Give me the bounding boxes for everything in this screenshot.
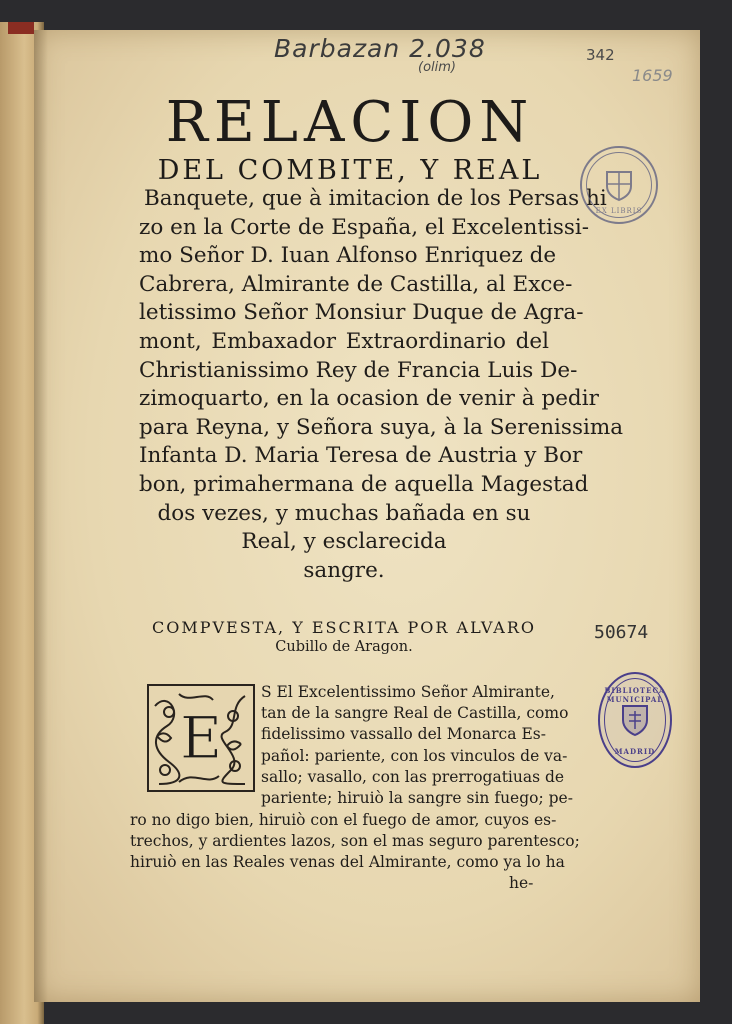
paragraph-line: S El Excelentissimo Señor Almirante,	[261, 683, 555, 701]
title-line: Real, y esclarecida	[241, 529, 447, 555]
manuscript-shelfmark: Barbazan 2.038	[274, 34, 486, 63]
page-gutter-shadow	[34, 30, 48, 1002]
paragraph-line: sallo; vasallo, con las prerrogatiuas de	[261, 767, 565, 786]
title-line: zimoquarto, en la ocasion de venir à pedir	[139, 386, 599, 412]
paragraph-opening	[261, 682, 573, 809]
paragraph-line: pariente; hiruiò la sangre sin fuego; pe-	[261, 789, 573, 808]
paragraph-line: tan de la sangre Real de Castilla, como	[261, 704, 569, 723]
initial-letter: E	[179, 704, 223, 772]
floral-ornament-icon	[149, 686, 253, 790]
author-name: Cubillo de Aragon.	[275, 639, 413, 655]
stamp-label-top: BIBLIOTECA MUNICIPAL	[604, 686, 666, 704]
decorated-initial	[147, 684, 255, 792]
title-line: mont, Embaxador Extraordinario del	[139, 328, 549, 354]
manuscript-year-note: 1659	[632, 66, 673, 85]
ex-libris-stamp	[580, 146, 658, 224]
folio-number: 342	[586, 46, 615, 64]
title-line: para Reyna, y Señora suya, à la Serenissima	[139, 414, 624, 440]
document-page	[34, 30, 700, 1002]
paragraph-line: ro no digo bien, hiruiò con el fuego de amor, cuyos es-	[130, 811, 557, 829]
title-line: letissimo Señor Monsiur Duque de Agra-	[139, 300, 584, 326]
title-line: zo en la Corte de España, el Excelentissi-	[139, 214, 590, 240]
title-line: Banquete, que à imitacion de los Persas hi	[144, 186, 607, 211]
paragraph-line: hiruiò en las Reales venas del Almirante, como ya lo ha	[130, 853, 565, 872]
title-line: dos vezes, y muchas bañada en su	[157, 500, 531, 526]
title-line: Christianissimo Rey de Francia Luis De-	[139, 357, 578, 383]
document-subtitle: DEL COMBITE, Y REAL	[157, 155, 543, 186]
title-line: Infanta D. Maria Teresa de Austria y Bor	[139, 443, 583, 469]
paragraph-continuation	[130, 810, 580, 874]
manuscript-olim-note: (olim)	[418, 60, 456, 75]
paragraph-line: fidelissimo vassallo del Monarca Es-	[261, 725, 546, 744]
stamp-label: EX LIBRIS	[595, 207, 643, 215]
library-stamp	[598, 672, 672, 768]
title-line: mo Señor D. Iuan Alfonso Enriquez de	[139, 243, 557, 269]
title-line: bon, primahermana de aquella Magestad	[139, 471, 589, 497]
red-ribbon-mark	[8, 22, 34, 34]
author-credit: COMPVESTA, Y ESCRITA POR ALVARO	[151, 618, 537, 637]
paragraph-line: pañol: pariente, con los vinculos de va-	[261, 746, 568, 765]
title-line: Cabrera, Almirante de Castilla, al Exce-	[139, 271, 573, 297]
title-line: sangre.	[303, 557, 385, 583]
inventory-number: 50674	[594, 622, 649, 643]
catchword: he-	[509, 874, 534, 892]
document-title: RELACION	[165, 90, 535, 155]
stamp-label-bottom: MADRID	[614, 747, 656, 756]
paragraph-line: trechos, y ardientes lazos, son el mas seguro parentesco;	[130, 832, 580, 851]
